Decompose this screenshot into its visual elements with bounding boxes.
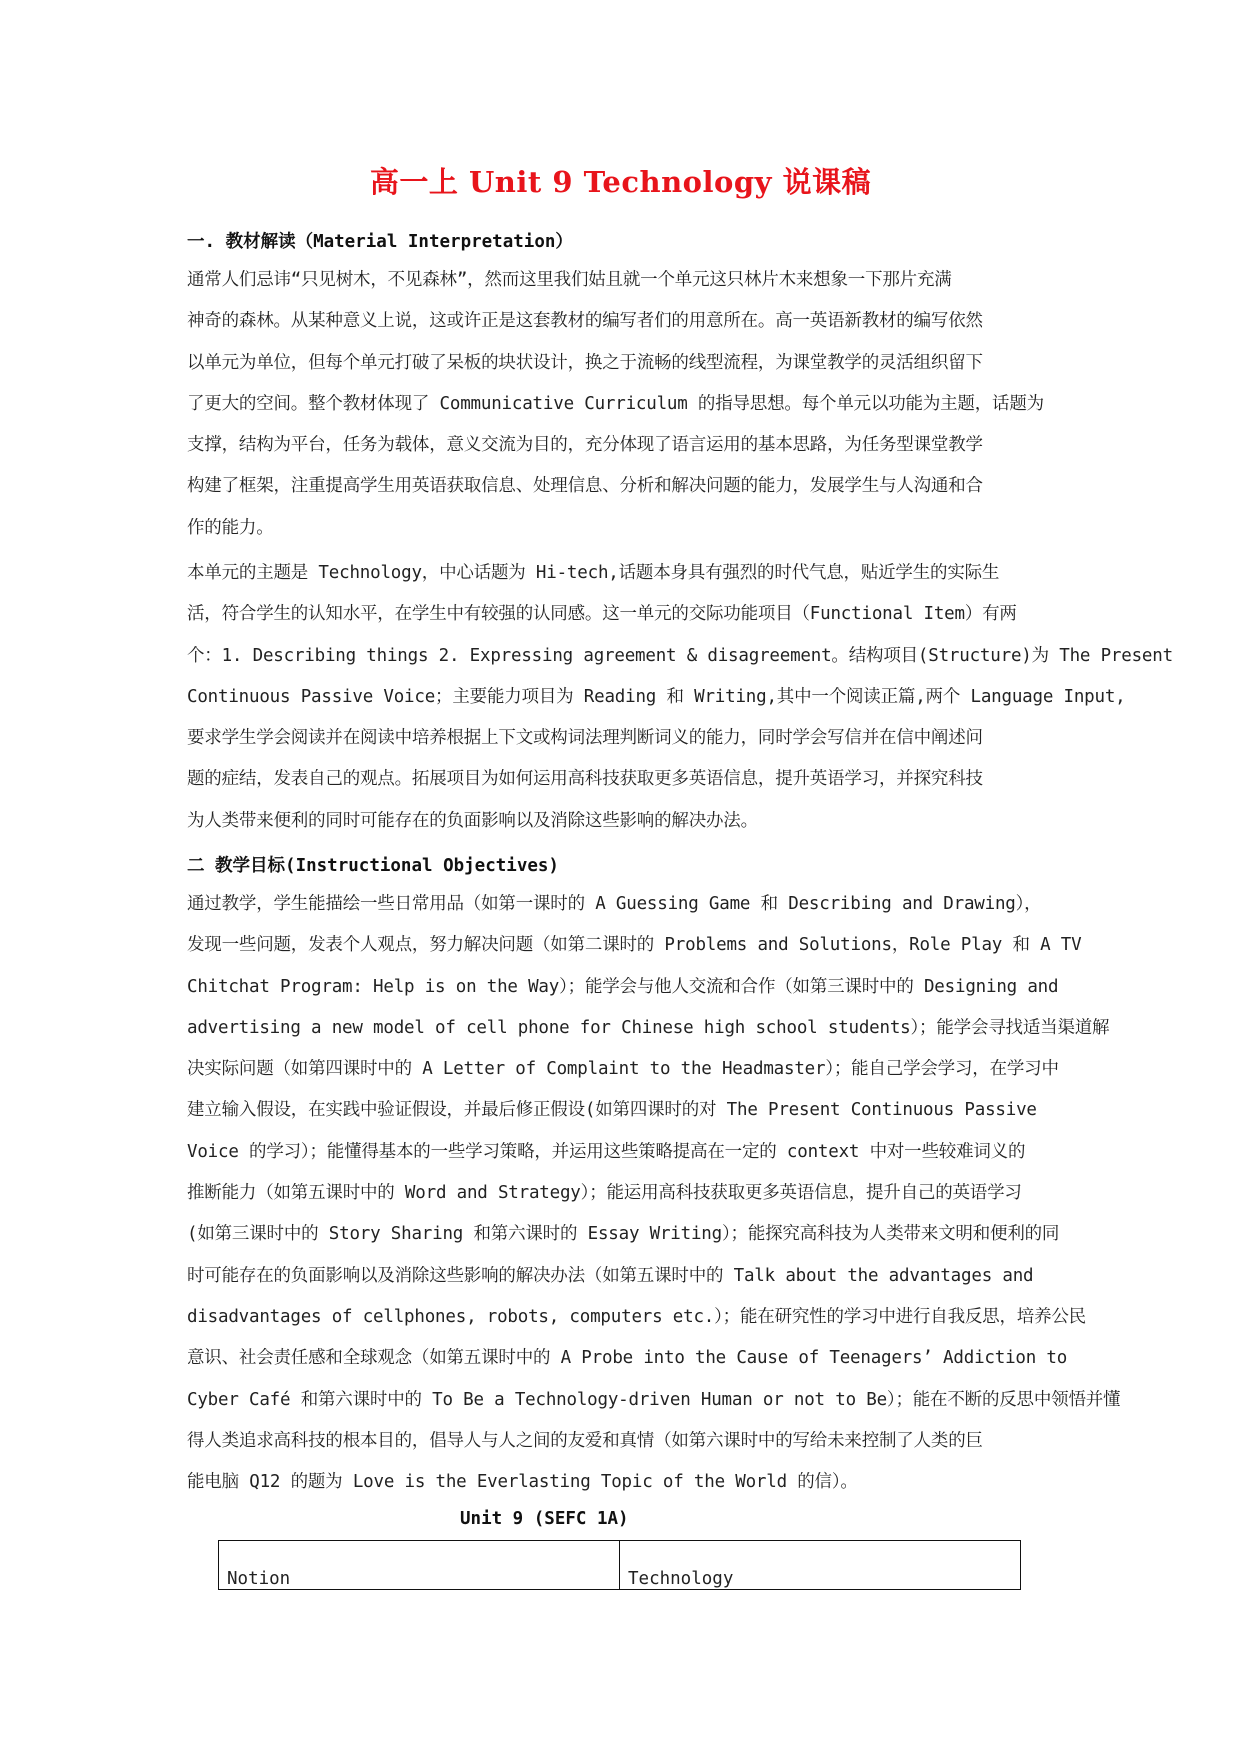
text-line: 题的症结，发表自己的观点。拓展项目为如何运用高科技获取更多英语信息，提升英语学习，并探究科技 xyxy=(187,769,983,790)
text-line: 个：1. Describing things 2. Expressing agreement & disagreement。结构项目(Structure)为 The Present xyxy=(187,645,1173,666)
text-line: 通常人们忌讳“只见树木，不见森林”，然而这里我们姑且就一个单元这只林片木来想象一下那片充满 xyxy=(187,270,952,290)
text-line: 了更大的空间。整个教材体现了 Communicative Curriculum 的指导思想。每个单元以功能为主题，话题为 xyxy=(187,393,1044,414)
text-line: Voice 的学习）；能懂得基本的一些学习策略，并运用这些策略提高在一定的 context 中对一些较难词义的 xyxy=(187,1141,1026,1162)
table-cell-notion-value: Technology xyxy=(620,1541,1021,1590)
table-caption: Unit 9 (SEFC 1A) xyxy=(460,1509,629,1529)
text-line: (如第三课时中的 Story Sharing 和第六课时的 Essay Writing）；能探究高科技为人类带来文明和便利的同 xyxy=(187,1224,1060,1245)
text-line: 得人类追求高科技的根本目的，倡导人与人之间的友爱和真情（如第六课时中的写给未来控制了人类的巨 xyxy=(187,1430,983,1451)
document-title: 高一上 Unit 9 Technology 说课稿 xyxy=(369,165,872,199)
text-line: Cyber Café 和第六课时中的 To Be a Technology-driven Human or not to Be）；能在不断的反思中领悟并懂 xyxy=(187,1389,1121,1410)
section-heading-material-interpretation: 一. 教材解读（Material Interpretation） xyxy=(187,232,573,252)
paragraph-material-intro xyxy=(187,260,1051,549)
text-line: 时可能存在的负面影响以及消除这些影响的解决办法（如第五课时中的 Talk about the advantages and xyxy=(187,1265,1034,1286)
text-line: 要求学生学会阅读并在阅读中培养根据上下文或构词法理判断词义的能力，同时学会写信并在信中阐述问 xyxy=(187,728,983,749)
text-line: Chitchat Program: Help is on the Way）；能学会与他人交流和合作（如第三课时中的 Designing and xyxy=(187,976,1059,997)
text-line: 意识、社会责任感和全球观念（如第五课时中的 A Probe into the Cause of Teenagers’ Addiction to xyxy=(187,1348,1068,1369)
text-line: 以单元为单位，但每个单元打破了呆板的块状设计，换之于流畅的线型流程，为课堂教学的灵活组织留下 xyxy=(187,352,983,373)
text-line: 本单元的主题是 Technology，中心话题为 Hi-tech,话题本身具有强烈的时代气息，贴近学生的实际生 xyxy=(187,563,1000,583)
section-heading-instructional-objectives: 二 教学目标(Instructional Objectives) xyxy=(187,856,559,876)
text-line: 发现一些问题，发表个人观点，努力解决问题（如第二课时的 Problems and Solutions，Role Play 和 A TV xyxy=(187,935,1082,956)
text-line: 建立输入假设，在实践中验证假设，并最后修正假设(如第四课时的对 The Present Continuous Passive xyxy=(187,1100,1037,1121)
paragraph-unit-theme xyxy=(187,553,1173,842)
table-cell-notion-label: Notion xyxy=(219,1541,620,1590)
text-line: 神奇的森林。从某种意义上说，这或许正是这套教材的编写者们的用意所在。高一英语新教材的编写依然 xyxy=(187,311,983,332)
unit-table xyxy=(218,1540,1021,1590)
text-line: disadvantages of cellphones, robots, computers etc.）；能在研究性的学习中进行自我反思，培养公民 xyxy=(187,1306,1086,1327)
text-line: 构建了框架，注重提高学生用英语获取信息、处理信息、分析和解决问题的能力，发展学生与人沟通和合 xyxy=(187,476,983,497)
text-line: 推断能力（如第五课时中的 Word and Strategy）；能运用高科技获取更多英语信息，提升自己的英语学习 xyxy=(187,1183,1022,1204)
text-line: 作的能力。 xyxy=(187,517,274,538)
text-line: 能电脑 Q12 的题为 Love is the Everlasting Topic of the World 的信）。 xyxy=(187,1472,858,1493)
text-line: Continuous Passive Voice；主要能力项目为 Reading 和 Writing,其中一个阅读正篇,两个 Language Input, xyxy=(187,686,1126,707)
text-line: advertising a new model of cell phone for Chinese high school students）；能学会寻找适当渠道解 xyxy=(187,1017,1110,1038)
text-line: 决实际问题（如第四课时中的 A Letter of Complaint to the Headmaster）；能自己学会学习，在学习中 xyxy=(187,1059,1059,1080)
table-row xyxy=(219,1541,1021,1590)
text-line: 活，符合学生的认知水平，在学生中有较强的认同感。这一单元的交际功能项目（Functional Item）有两 xyxy=(187,604,1017,625)
paragraph-objectives xyxy=(187,884,1121,1503)
text-line: 为人类带来便利的同时可能存在的负面影响以及消除这些影响的解决办法。 xyxy=(187,810,758,831)
text-line: 通过教学，学生能描绘一些日常用品（如第一课时的 A Guessing Game 和 Describing and Drawing）， xyxy=(187,894,1042,914)
text-line: 支撑，结构为平台，任务为载体，意义交流为目的，充分体现了语言运用的基本思路，为任务型课堂教学 xyxy=(187,435,983,456)
